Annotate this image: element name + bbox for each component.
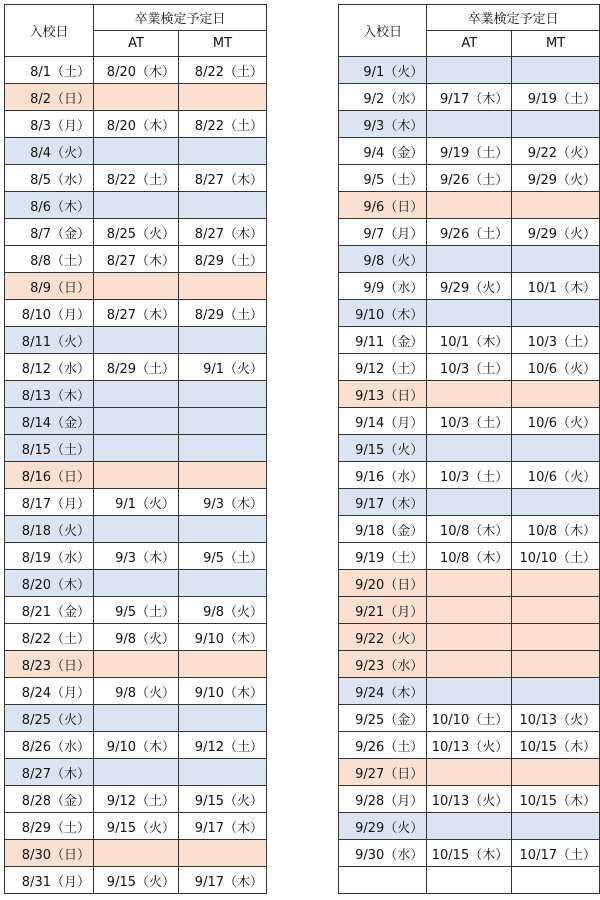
mt-date-cell — [179, 192, 267, 219]
table-row — [339, 192, 600, 219]
mt-date-cell: 9/19（土） — [512, 84, 600, 111]
entry-date-cell: 9/3（木） — [339, 111, 427, 138]
at-date-cell: 9/26（土） — [427, 219, 512, 246]
table-row — [339, 678, 600, 705]
entry-date-cell: 9/24（木） — [339, 678, 427, 705]
at-date-cell: 8/25（火） — [94, 219, 179, 246]
at-date-cell — [94, 570, 179, 597]
table-row — [339, 354, 600, 381]
at-date-cell — [427, 813, 512, 840]
mt-date-cell: 9/8（火） — [179, 597, 267, 624]
at-date-cell: 8/27（木） — [94, 246, 179, 273]
entry-date-cell: 8/7（金） — [5, 219, 94, 246]
table-row — [339, 813, 600, 840]
table-row — [5, 462, 267, 489]
at-date-cell: 10/1（木） — [427, 327, 512, 354]
entry-date-cell: 9/14（月） — [339, 408, 427, 435]
mt-date-cell — [179, 516, 267, 543]
entry-date-cell: 8/25（火） — [5, 705, 94, 732]
mt-header: MT — [512, 31, 600, 57]
table-body — [5, 57, 267, 894]
table-row — [5, 84, 267, 111]
mt-date-cell: 10/10（土） — [512, 543, 600, 570]
at-date-cell: 9/10（木） — [94, 732, 179, 759]
at-date-cell — [427, 678, 512, 705]
at-date-cell: 10/13（火） — [427, 786, 512, 813]
at-date-cell: 9/8（火） — [94, 678, 179, 705]
schedule-table-september — [338, 4, 600, 894]
mt-date-cell: 9/17（木） — [179, 867, 267, 894]
table-row — [5, 489, 267, 516]
table-row — [339, 408, 600, 435]
mt-date-cell: 9/10（木） — [179, 678, 267, 705]
entry-date-cell: 8/1（土） — [5, 57, 94, 84]
entry-date-cell: 9/9（水） — [339, 273, 427, 300]
mt-date-cell — [512, 597, 600, 624]
mt-date-cell — [512, 570, 600, 597]
at-date-cell — [427, 651, 512, 678]
at-date-cell: 9/19（土） — [427, 138, 512, 165]
mt-date-cell: 9/29（火） — [512, 219, 600, 246]
at-date-cell: 8/20（木） — [94, 111, 179, 138]
mt-date-cell — [179, 705, 267, 732]
entry-date-cell: 9/25（金） — [339, 705, 427, 732]
entry-date-cell: 8/15（土） — [5, 435, 94, 462]
at-date-cell — [427, 300, 512, 327]
entry-date-cell: 9/17（木） — [339, 489, 427, 516]
mt-date-cell — [512, 300, 600, 327]
table-row — [339, 165, 600, 192]
table-row — [5, 867, 267, 894]
at-date-cell — [427, 489, 512, 516]
mt-date-cell — [512, 759, 600, 786]
table-row — [5, 435, 267, 462]
at-date-cell — [94, 516, 179, 543]
table-body — [339, 57, 600, 894]
entry-date-cell: 8/8（土） — [5, 246, 94, 273]
at-date-cell: 10/3（土） — [427, 354, 512, 381]
at-date-cell: 9/1（火） — [94, 489, 179, 516]
table-row — [339, 57, 600, 84]
table-row — [339, 759, 600, 786]
table-row — [339, 381, 600, 408]
at-date-cell: 9/5（土） — [94, 597, 179, 624]
at-date-cell: 8/27（木） — [94, 300, 179, 327]
at-date-cell — [94, 408, 179, 435]
table-row — [339, 516, 600, 543]
entry-date-cell: 8/26（水） — [5, 732, 94, 759]
at-date-cell: 8/22（土） — [94, 165, 179, 192]
entry-date-cell: 8/20（木） — [5, 570, 94, 597]
table-row — [339, 840, 600, 867]
entry-date-cell: 8/19（水） — [5, 543, 94, 570]
entry-date-cell: 8/5（水） — [5, 165, 94, 192]
mt-date-cell: 8/29（土） — [179, 300, 267, 327]
at-date-cell — [94, 273, 179, 300]
entry-date-cell: 8/17（月） — [5, 489, 94, 516]
table-row — [5, 192, 267, 219]
mt-date-cell: 8/22（土） — [179, 111, 267, 138]
table-row — [5, 786, 267, 813]
table-row — [5, 138, 267, 165]
at-date-cell — [94, 327, 179, 354]
at-date-cell — [94, 759, 179, 786]
table-row — [339, 435, 600, 462]
table-row — [5, 327, 267, 354]
mt-date-cell: 8/22（土） — [179, 57, 267, 84]
entry-date-cell: 8/28（金） — [5, 786, 94, 813]
at-date-cell: 10/8（木） — [427, 543, 512, 570]
entry-date-cell: 9/12（土） — [339, 354, 427, 381]
entry-date-cell: 8/30（日） — [5, 840, 94, 867]
table-row — [5, 732, 267, 759]
at-date-cell: 10/15（木） — [427, 840, 512, 867]
table-row — [339, 462, 600, 489]
table-row — [5, 570, 267, 597]
table-row — [5, 219, 267, 246]
mt-date-cell — [179, 273, 267, 300]
entry-date-cell: 9/18（金） — [339, 516, 427, 543]
mt-date-cell: 10/1（木） — [512, 273, 600, 300]
table-row — [339, 732, 600, 759]
at-date-cell: 9/3（木） — [94, 543, 179, 570]
table-row — [5, 246, 267, 273]
table-row — [5, 408, 267, 435]
entry-date-cell: 9/29（火） — [339, 813, 427, 840]
entry-date-cell: 9/21（月） — [339, 597, 427, 624]
table-row — [339, 543, 600, 570]
mt-date-cell — [512, 57, 600, 84]
entry-date-cell: 8/4（火） — [5, 138, 94, 165]
table-row — [339, 300, 600, 327]
table-row — [339, 84, 600, 111]
table-row — [339, 597, 600, 624]
entry-date-cell: 8/21（金） — [5, 597, 94, 624]
at-date-cell — [94, 840, 179, 867]
at-date-cell — [94, 651, 179, 678]
mt-date-cell: 10/15（木） — [512, 786, 600, 813]
entry-date-cell: 9/30（水） — [339, 840, 427, 867]
table-row — [339, 651, 600, 678]
mt-date-cell: 10/6（火） — [512, 408, 600, 435]
table-row — [5, 516, 267, 543]
entry-date-cell: 9/2（水） — [339, 84, 427, 111]
at-date-cell — [427, 435, 512, 462]
mt-date-cell — [512, 435, 600, 462]
table-row — [5, 705, 267, 732]
mt-date-cell — [179, 84, 267, 111]
table-row — [339, 489, 600, 516]
graduation-test-header: 卒業検定予定日 — [94, 5, 267, 31]
entry-date-cell: 9/19（土） — [339, 543, 427, 570]
mt-date-cell — [179, 462, 267, 489]
mt-date-cell — [179, 651, 267, 678]
at-date-cell — [427, 570, 512, 597]
mt-date-cell — [512, 678, 600, 705]
mt-date-cell: 10/6（火） — [512, 354, 600, 381]
entry-date-cell — [339, 867, 427, 894]
entry-date-cell: 9/10（木） — [339, 300, 427, 327]
mt-date-cell — [512, 192, 600, 219]
mt-date-cell: 9/3（木） — [179, 489, 267, 516]
at-date-cell — [94, 138, 179, 165]
entry-date-cell: 9/5（土） — [339, 165, 427, 192]
entry-date-cell: 9/1（火） — [339, 57, 427, 84]
table-row — [5, 840, 267, 867]
table-row — [339, 111, 600, 138]
entry-date-cell: 9/4（金） — [339, 138, 427, 165]
at-date-cell — [427, 57, 512, 84]
entry-date-cell: 9/7（月） — [339, 219, 427, 246]
at-date-cell: 9/12（土） — [94, 786, 179, 813]
table-row — [5, 597, 267, 624]
mt-date-cell — [179, 759, 267, 786]
mt-date-cell: 8/27（木） — [179, 219, 267, 246]
table-row — [5, 57, 267, 84]
at-date-cell — [427, 624, 512, 651]
at-date-cell — [427, 867, 512, 894]
table-row — [339, 219, 600, 246]
entry-date-cell: 8/13（木） — [5, 381, 94, 408]
at-date-cell: 9/15（火） — [94, 813, 179, 840]
table-row — [5, 300, 267, 327]
mt-date-cell: 9/1（火） — [179, 354, 267, 381]
table-row — [5, 651, 267, 678]
entry-date-cell: 9/26（土） — [339, 732, 427, 759]
mt-date-cell — [512, 867, 600, 894]
at-date-cell: 9/29（火） — [427, 273, 512, 300]
mt-date-cell: 9/29（火） — [512, 165, 600, 192]
mt-date-cell: 10/3（土） — [512, 327, 600, 354]
table-row — [5, 111, 267, 138]
table-row — [339, 786, 600, 813]
at-date-cell — [427, 192, 512, 219]
at-date-cell: 9/15（火） — [94, 867, 179, 894]
entry-date-cell: 8/9（日） — [5, 273, 94, 300]
entry-date-cell: 8/2（日） — [5, 84, 94, 111]
entry-date-cell: 8/31（月） — [5, 867, 94, 894]
entry-date-cell: 8/29（土） — [5, 813, 94, 840]
entry-date-cell: 8/3（月） — [5, 111, 94, 138]
mt-date-cell — [179, 408, 267, 435]
entry-date-cell: 8/23（日） — [5, 651, 94, 678]
entry-date-cell: 8/18（火） — [5, 516, 94, 543]
table-row — [339, 138, 600, 165]
entry-date-cell: 9/23（水） — [339, 651, 427, 678]
at-date-cell — [94, 381, 179, 408]
mt-date-cell: 9/15（火） — [179, 786, 267, 813]
mt-date-cell — [512, 624, 600, 651]
at-date-cell — [427, 381, 512, 408]
entry-date-cell: 8/16（日） — [5, 462, 94, 489]
mt-date-cell — [512, 381, 600, 408]
mt-date-cell — [512, 489, 600, 516]
entry-date-cell: 8/10（月） — [5, 300, 94, 327]
at-date-cell: 8/20（木） — [94, 57, 179, 84]
at-header: AT — [94, 31, 179, 57]
graduation-test-header: 卒業検定予定日 — [427, 5, 600, 31]
mt-date-cell: 8/27（木） — [179, 165, 267, 192]
table-row — [339, 867, 600, 894]
table-row — [339, 246, 600, 273]
mt-date-cell: 10/17（土） — [512, 840, 600, 867]
at-date-cell — [94, 462, 179, 489]
at-header: AT — [427, 31, 512, 57]
at-date-cell: 10/8（木） — [427, 516, 512, 543]
mt-date-cell: 9/10（木） — [179, 624, 267, 651]
at-date-cell — [94, 192, 179, 219]
table-row — [339, 624, 600, 651]
mt-date-cell — [512, 246, 600, 273]
at-date-cell: 9/26（土） — [427, 165, 512, 192]
table-row — [5, 759, 267, 786]
entry-date-cell: 8/12（水） — [5, 354, 94, 381]
entry-date-cell: 8/27（木） — [5, 759, 94, 786]
entry-date-cell: 9/28（月） — [339, 786, 427, 813]
mt-date-cell: 9/12（土） — [179, 732, 267, 759]
mt-date-cell: 10/15（木） — [512, 732, 600, 759]
table-row — [5, 273, 267, 300]
at-date-cell — [427, 246, 512, 273]
table-row — [5, 813, 267, 840]
entry-date-header: 入校日 — [339, 5, 427, 57]
at-date-cell — [94, 435, 179, 462]
at-date-cell: 8/29（土） — [94, 354, 179, 381]
entry-date-cell: 9/6（日） — [339, 192, 427, 219]
mt-date-cell — [512, 813, 600, 840]
table-row — [5, 165, 267, 192]
mt-date-cell: 9/22（火） — [512, 138, 600, 165]
schedule-table-august — [4, 4, 267, 894]
entry-date-cell: 8/11（火） — [5, 327, 94, 354]
entry-date-cell: 8/6（木） — [5, 192, 94, 219]
table-row — [5, 354, 267, 381]
mt-date-cell — [179, 327, 267, 354]
entry-date-cell: 9/15（火） — [339, 435, 427, 462]
entry-date-cell: 9/13（日） — [339, 381, 427, 408]
table-row — [5, 543, 267, 570]
at-date-cell — [94, 84, 179, 111]
entry-date-cell: 9/16（水） — [339, 462, 427, 489]
table-row — [339, 273, 600, 300]
mt-date-cell — [179, 138, 267, 165]
table-row — [339, 705, 600, 732]
mt-date-cell: 10/13（火） — [512, 705, 600, 732]
mt-date-cell: 10/6（火） — [512, 462, 600, 489]
at-date-cell — [427, 597, 512, 624]
table-row — [5, 381, 267, 408]
mt-header: MT — [179, 31, 267, 57]
entry-date-cell: 9/20（日） — [339, 570, 427, 597]
mt-date-cell — [179, 570, 267, 597]
table-row — [5, 678, 267, 705]
entry-date-cell: 9/22（火） — [339, 624, 427, 651]
at-date-cell — [94, 705, 179, 732]
mt-date-cell: 9/17（木） — [179, 813, 267, 840]
at-date-cell: 10/3（土） — [427, 462, 512, 489]
table-row — [339, 570, 600, 597]
at-date-cell: 9/8（火） — [94, 624, 179, 651]
mt-date-cell — [179, 381, 267, 408]
at-date-cell — [427, 759, 512, 786]
entry-date-cell: 8/22（土） — [5, 624, 94, 651]
at-date-cell: 10/10（土） — [427, 705, 512, 732]
mt-date-cell: 9/5（土） — [179, 543, 267, 570]
table-row — [5, 624, 267, 651]
mt-date-cell: 8/29（土） — [179, 246, 267, 273]
entry-date-header: 入校日 — [5, 5, 94, 57]
mt-date-cell — [179, 840, 267, 867]
at-date-cell: 10/3（土） — [427, 408, 512, 435]
mt-date-cell — [512, 111, 600, 138]
at-date-cell: 10/13（火） — [427, 732, 512, 759]
mt-date-cell: 10/8（木） — [512, 516, 600, 543]
mt-date-cell — [512, 651, 600, 678]
at-date-cell — [427, 111, 512, 138]
table-row — [339, 327, 600, 354]
entry-date-cell: 8/14（金） — [5, 408, 94, 435]
mt-date-cell — [179, 435, 267, 462]
at-date-cell: 9/17（木） — [427, 84, 512, 111]
entry-date-cell: 9/8（火） — [339, 246, 427, 273]
entry-date-cell: 9/27（日） — [339, 759, 427, 786]
entry-date-cell: 8/24（月） — [5, 678, 94, 705]
entry-date-cell: 9/11（金） — [339, 327, 427, 354]
